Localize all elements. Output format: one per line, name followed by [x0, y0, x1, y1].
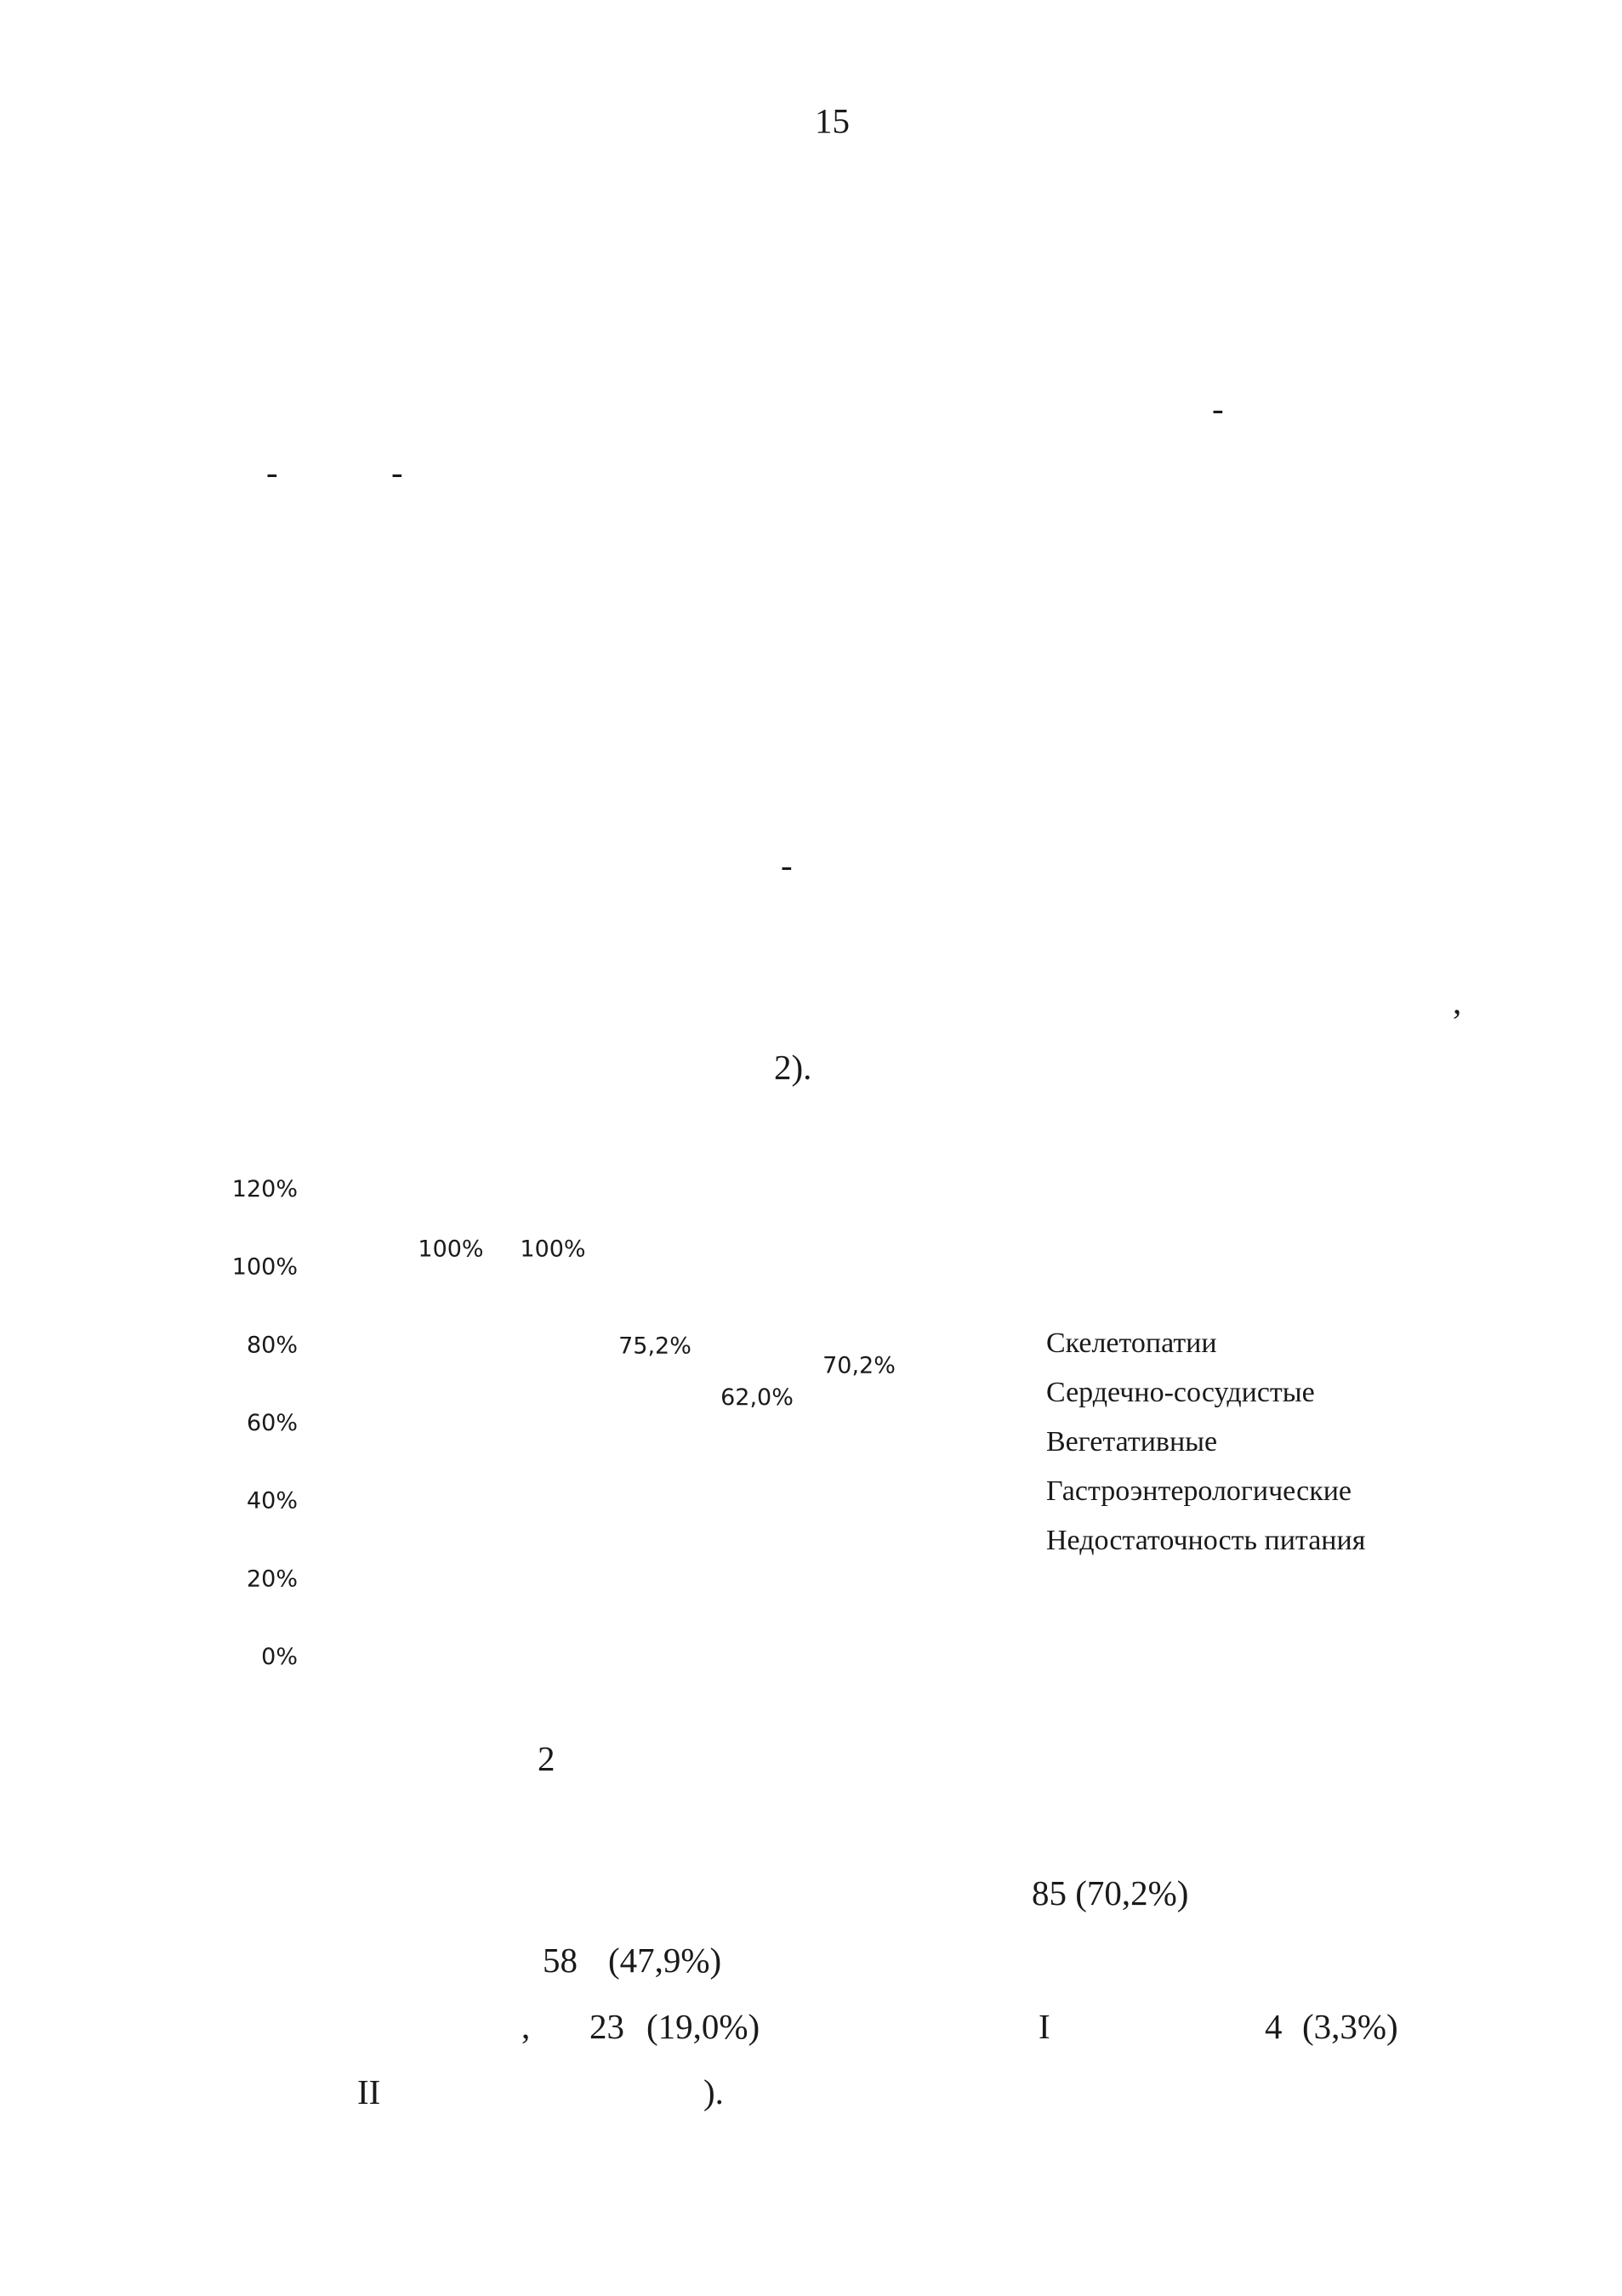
y-tick-label: 40%: [246, 1487, 298, 1515]
text-fragment-dash: -: [266, 452, 278, 492]
y-tick-label: 60%: [246, 1410, 298, 1436]
bar: [716, 1415, 798, 1657]
stat-text: ).: [703, 2072, 724, 2111]
stat-text: 58: [543, 1941, 578, 1980]
legend-item: Скелетопатии: [1046, 1327, 1217, 1359]
figure-reference: 2).: [774, 1048, 812, 1087]
y-tick-label: 20%: [246, 1566, 298, 1593]
legend-item: Гастроэнтерологические: [1046, 1475, 1352, 1507]
legend-item: Вегетативные: [1046, 1426, 1218, 1458]
stat-text: (19,0%): [646, 2007, 760, 2046]
stat-text: 85 (70,2%): [1032, 1873, 1189, 1912]
bar: [818, 1383, 900, 1657]
bar: [614, 1363, 696, 1657]
data-label: 62,0%: [720, 1384, 794, 1411]
stat-text: 23: [589, 2007, 624, 2046]
text-fragment-comma: ,: [1453, 982, 1462, 1021]
bar: [410, 1267, 492, 1657]
text-fragment-dash: -: [781, 845, 793, 884]
y-axis: [232, 1176, 298, 1670]
data-label: 100%: [418, 1236, 484, 1263]
stat-text: I: [1039, 2007, 1050, 2046]
stat-text: (3,3%): [1302, 2007, 1398, 2046]
stat-text: ,: [521, 2007, 531, 2046]
legend-item: Сердечно-сосудистые: [1046, 1377, 1315, 1408]
y-tick-label: 120%: [231, 1176, 298, 1202]
bar: [512, 1267, 594, 1657]
stat-text: (47,9%): [608, 1941, 722, 1980]
y-tick-label: 0%: [261, 1644, 298, 1670]
data-label: 75,2%: [618, 1333, 691, 1360]
stat-text: 4: [1265, 2007, 1283, 2046]
bar-chart: [0, 1165, 1622, 1692]
legend-item: Недостаточность питания: [1046, 1525, 1366, 1556]
figure-caption-number: 2: [538, 1739, 555, 1778]
bars: [410, 1267, 900, 1657]
page-number: 15: [815, 101, 850, 140]
text-fragment-dash: -: [391, 452, 403, 492]
y-tick-label: 80%: [246, 1332, 298, 1359]
text-fragment-dash: -: [1212, 389, 1224, 428]
data-label: 70,2%: [822, 1352, 896, 1379]
y-tick-label: 100%: [231, 1253, 298, 1281]
data-label: 100%: [520, 1236, 586, 1263]
stat-text: II: [357, 2072, 381, 2111]
